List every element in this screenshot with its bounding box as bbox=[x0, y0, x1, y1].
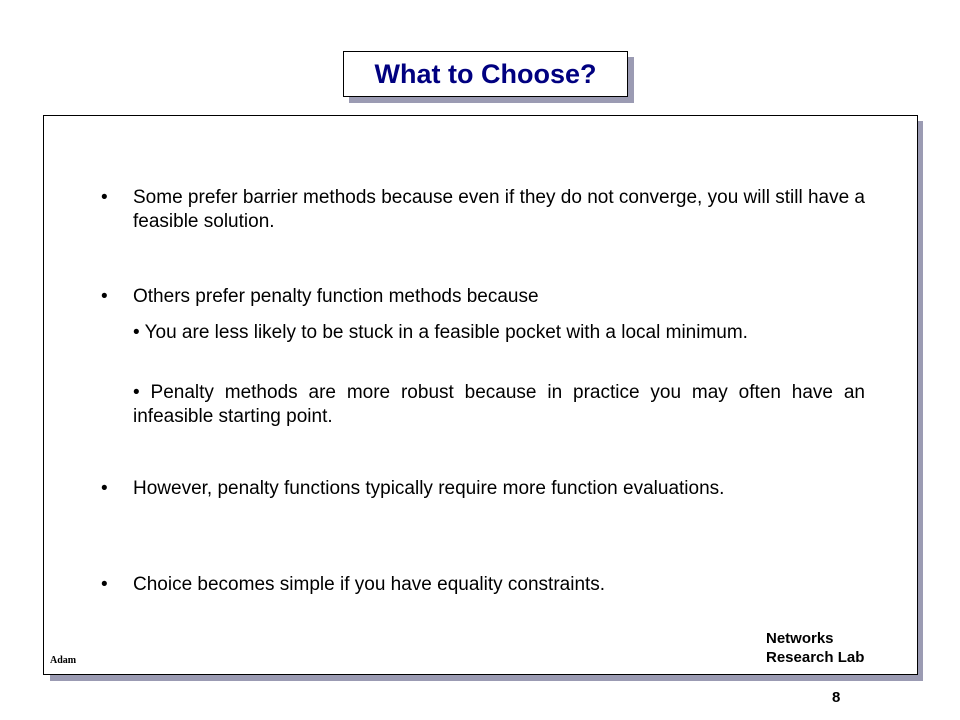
author-label: Adam bbox=[50, 655, 77, 666]
bullet-item bbox=[101, 186, 865, 234]
bullet-text: Others prefer penalty function methods because bbox=[133, 286, 539, 307]
slide-title: What to Choose? bbox=[374, 58, 597, 89]
bullet-marker: • bbox=[101, 574, 108, 595]
bullet-marker: • bbox=[101, 187, 108, 208]
title-box bbox=[343, 51, 628, 97]
sub-bullet-item: • Penalty methods are more robust because in practice you may often have an infeasible starting point. bbox=[133, 382, 865, 427]
content-box bbox=[43, 115, 918, 675]
sub-bullet-item: • You are less likely to be stuck in a feasible pocket with a local minimum. bbox=[133, 322, 748, 343]
bullet-text: Choice becomes simple if you have equality constraints. bbox=[133, 574, 606, 595]
bullet-item bbox=[101, 285, 865, 309]
bullet-item bbox=[101, 573, 865, 597]
bullet-marker: • bbox=[101, 478, 108, 499]
lab-name-line-1: Networks bbox=[766, 630, 834, 647]
lab-name bbox=[766, 629, 864, 667]
bullet-item bbox=[101, 477, 865, 501]
bullet-marker: • bbox=[101, 286, 108, 307]
lab-name-line-2: Research Lab bbox=[766, 649, 865, 666]
page-number: 8 bbox=[832, 689, 841, 706]
bullet-text: However, penalty functions typically require more function evaluations. bbox=[133, 478, 725, 499]
bullet-text: Some prefer barrier methods because even if they do not converge, you will still have a feasible solution. bbox=[133, 187, 865, 232]
